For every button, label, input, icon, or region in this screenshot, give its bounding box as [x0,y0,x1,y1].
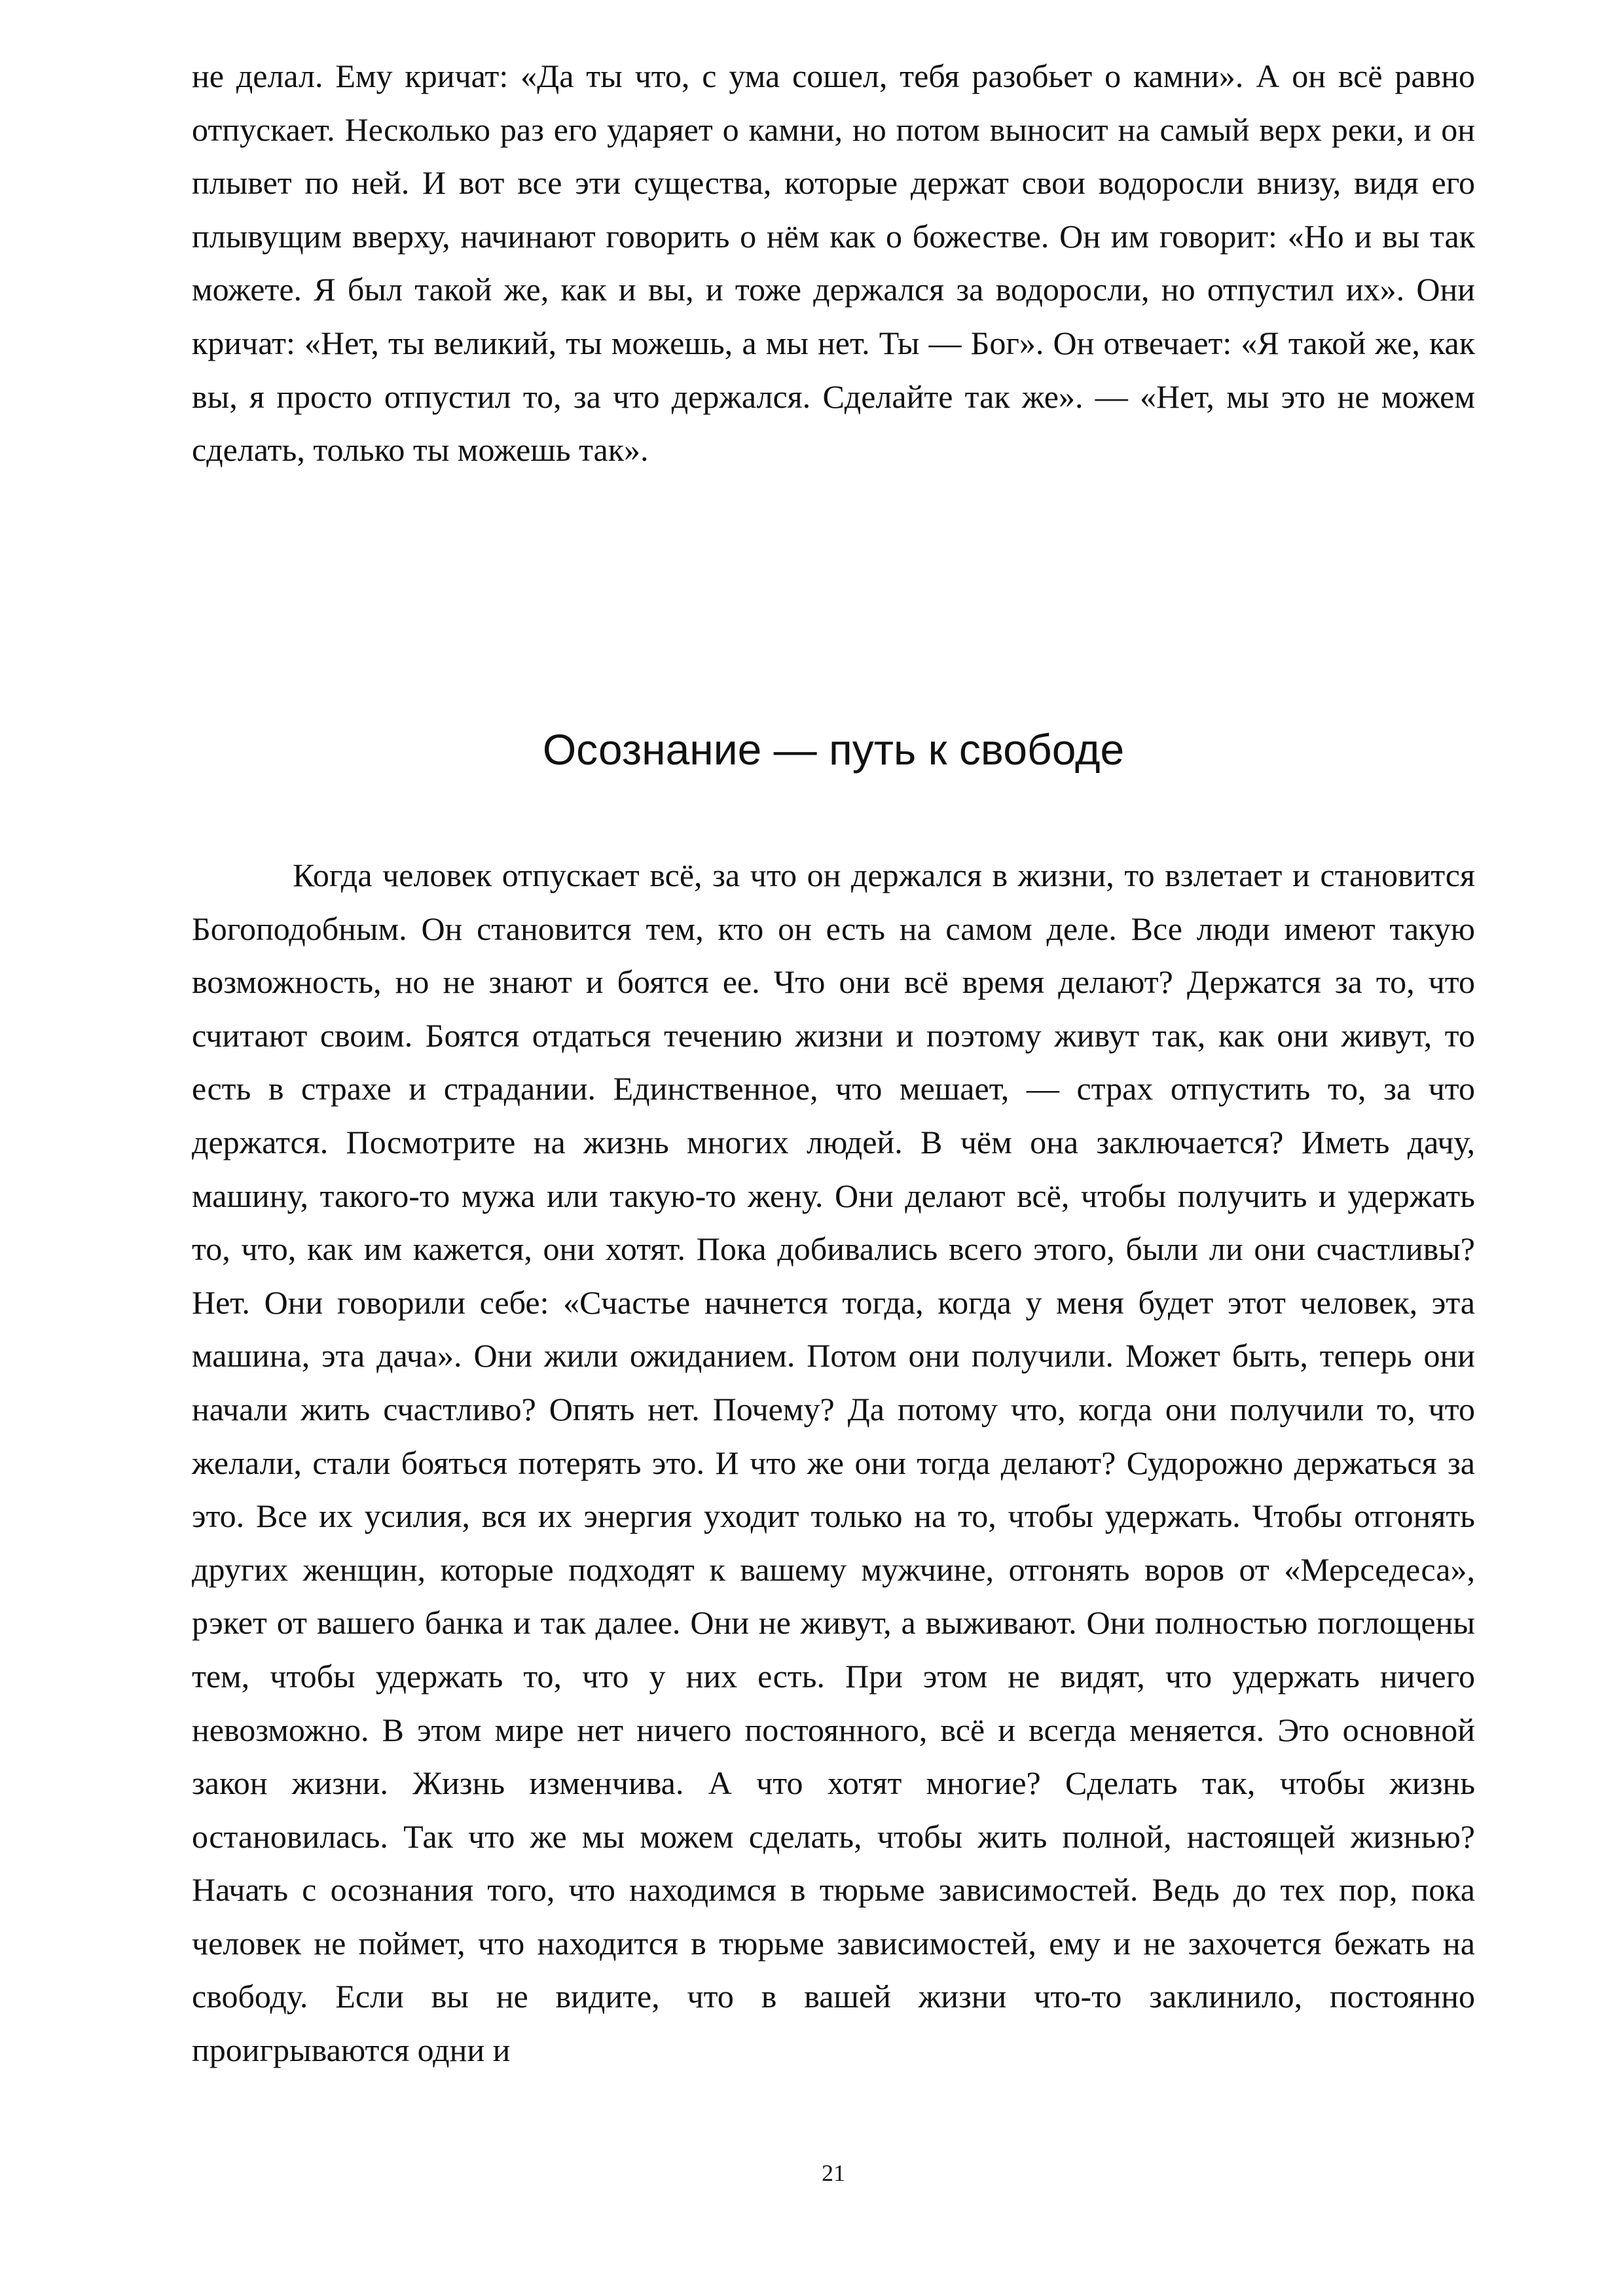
section-heading: Осознание — путь к свободе [542,725,1125,774]
section-paragraph: Когда человек отпускает всё, за что он держался в жизни, то взлетает и становится Богоподобным. Он становится тем, кто он есть на самом деле. Все люди имеют такую возможность, но не знают и боятся ее. Что они всё время делают? Держатся за то, что считают своим. Боятся отдаться течению жизни и поэтому живут так, как они живут, то есть в страхе и страдании. Единственное, что мешает, — страх отпустить то, за что держатся. Посмотрите на жизнь многих людей. В чём она заключается? Иметь дачу, машину, такого-то мужа или такую-то жену. Они делают всё, чтобы получить и удержать то, что, как им кажется, они хотят. Пока добивались всего этого, были ли они счастливы? Нет. Они говорили себе: «Счастье начнется тогда, когда у меня будет этот человек, эта машина, эта дача». Они жили ожиданием. Потом они получили. Может быть, теперь они начали жить счастливо? Опять нет. Почему? Да потому что, когда они получили то, что желали, стали бояться потерять это. И что же они тогда делают? Судорожно держаться за это. Все их усилия, вся их энергия уходит только на то, чтобы удержать. Чтобы отгонять других женщин, которые подходят к вашему мужчине, отгонять воров от «Мерседеса», рэкет от вашего банка и так далее. Они не живут, а выживают. Они полностью поглощены тем, чтобы удержать то, что у них есть. При этом не видят, что удержать ничего невозможно. В этом мире нет ничего постоянного, всё и всегда меняется. Это основной закон жизни. Жизнь изменчива. А что хотят многие? Сделать так, чтобы жизнь остановилась. Так что же мы можем сделать, чтобы жить полной, настоящей жизнью? Начать с осознания того, что находимся в тюрьме зависимостей. Ведь до тех пор, пока человек не поймет, что находится в тюрьме зависимостей, ему и не захочется бежать на свободу. Если вы не видите, что в вашей жизни что-то заклинило, постоянно проигрываются одни и [192,857,1475,2069]
continuation-paragraph: не делал. Ему кричат: «Да ты что, с ума сошел, тебя разобьет о камни». А он всё равно отпускает. Несколько раз его ударяет о камни, но потом выносит на самый верх реки, и он плывет по ней. И вот все эти существа, которые держат свои водоросли внизу, видя его плывущим вверху, начинают говорить о нём как о божестве. Он им говорит: «Но и вы так можете. Я был такой же, как и вы, и тоже держался за водоросли, но отпустил их». Они кричат: «Нет, ты великий, ты можешь, а мы нет. Ты — Бог». Он отвечает: «Я такой же, как вы, я просто отпустил то, за что держался. Сделайте так же». — «Нет, мы это не можем сделать, только ты можешь так». [192,58,1475,469]
page-number: 21 [822,2160,845,2186]
